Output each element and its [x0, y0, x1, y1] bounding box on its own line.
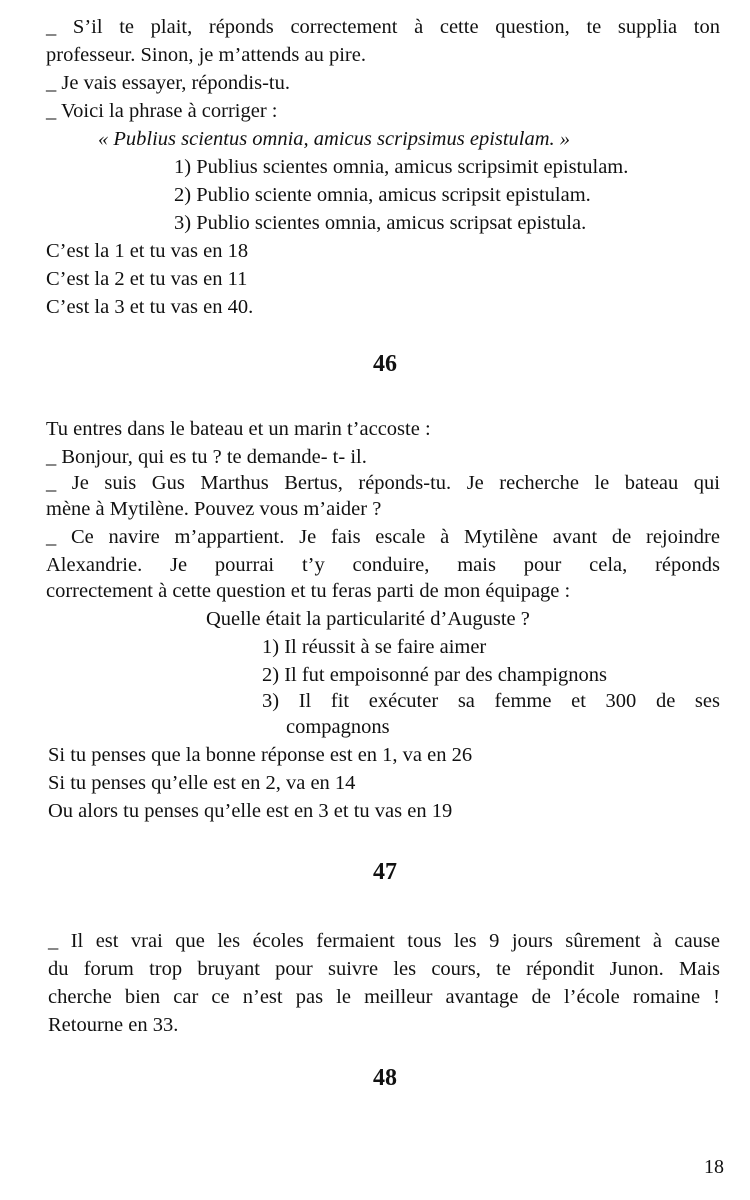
choice-line: C’est la 2 et tu vas en 11	[46, 268, 248, 290]
choice-line: Ou alors tu penses qu’elle est en 3 et tu vas en 19	[48, 800, 453, 822]
text-line: _ Il est vrai que les écoles fermaient tous les 9 jours sûrement à cause	[48, 930, 720, 952]
option-item: 1) Il réussit à se faire aimer	[262, 636, 487, 658]
option-item: 3) Publio scientes omnia, amicus scripsat epistula.	[174, 212, 587, 234]
section-number: 48	[373, 1065, 397, 1091]
text-line: _ Ce navire m’appartient. Je fais escale à Mytilène avant de rejoindre	[46, 526, 720, 548]
option-item: 2) Il fut empoisonné par des champignons	[262, 664, 608, 686]
latin-quote: « Publius scientus omnia, amicus scripsimus epistulam. »	[98, 128, 571, 150]
section-number: 46	[373, 351, 397, 377]
option-item-continued: compagnons	[286, 716, 390, 738]
text-line: _ Je suis Gus Marthus Bertus, réponds-tu. Je recherche le bateau qui	[46, 472, 720, 494]
option-item: 2) Publio sciente omnia, amicus scripsit epistulam.	[174, 184, 591, 206]
page-number: 18	[704, 1156, 724, 1178]
choice-line: C’est la 3 et tu vas en 40.	[46, 296, 254, 318]
text-line: Alexandrie. Je pourrai t’y conduire, mais pour cela, réponds	[46, 554, 720, 576]
text-line: mène à Mytilène. Pouvez vous m’aider ?	[46, 498, 382, 520]
option-item: 3) Il fit exécuter sa femme et 300 de ses	[262, 690, 720, 712]
text-line: professeur. Sinon, je m’attends au pire.	[46, 44, 366, 66]
text-line: _ Je vais essayer, répondis-tu.	[46, 72, 290, 94]
question-line: Quelle était la particularité d’Auguste ?	[206, 608, 530, 630]
text-line: _ S’il te plait, réponds correctement à cette question, te supplia ton	[46, 16, 720, 38]
text-line: Retourne en 33.	[48, 1014, 179, 1036]
choice-line: Si tu penses que la bonne réponse est en 1, va en 26	[48, 744, 473, 766]
section-number: 47	[373, 859, 397, 885]
option-item: 1) Publius scientes omnia, amicus scripsimit epistulam.	[174, 156, 629, 178]
text-line: _ Voici la phrase à corriger :	[46, 100, 278, 122]
text-line: Tu entres dans le bateau et un marin t’accoste :	[46, 418, 431, 440]
choice-line: Si tu penses qu’elle est en 2, va en 14	[48, 772, 356, 794]
text-line: du forum trop bruyant pour suivre les cours, te répondit Junon. Mais	[48, 958, 720, 980]
text-line: cherche bien car ce n’est pas le meilleur avantage de l’école romaine !	[48, 986, 720, 1008]
text-line: _ Bonjour, qui es tu ? te demande- t- il.	[46, 446, 367, 468]
text-line: correctement à cette question et tu feras parti de mon équipage :	[46, 580, 571, 602]
choice-line: C’est la 1 et tu vas en 18	[46, 240, 249, 262]
